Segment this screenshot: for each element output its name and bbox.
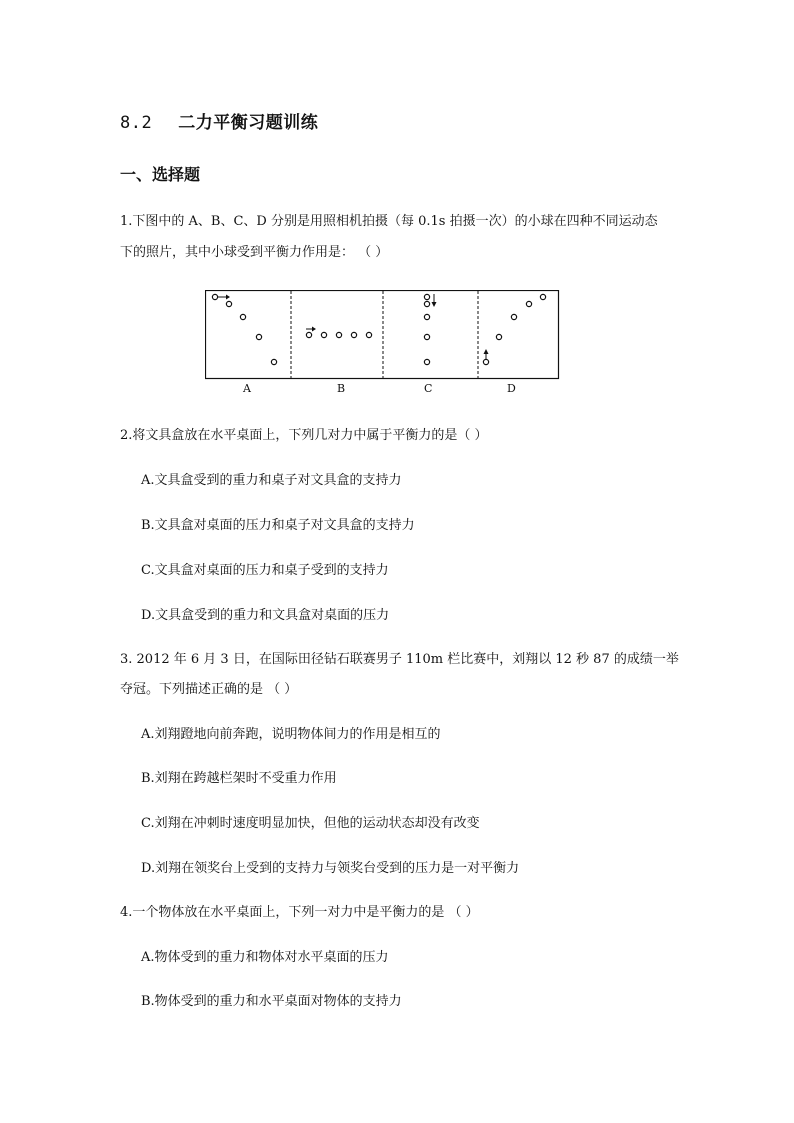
ball	[306, 332, 311, 337]
figure-label-d: D	[507, 382, 516, 395]
section-heading: 一、选择题	[120, 165, 201, 184]
ball	[351, 332, 356, 337]
motion-photo-figure	[205, 290, 560, 395]
figure-label-c: C	[424, 382, 433, 395]
question-3-line-1: 3. 2012 年 6 月 3 日，在国际田径钻石联赛男子 110m 栏比赛中，刘翔以 12 秒 87 的成绩一举	[120, 652, 679, 667]
question-2-option-c: C.文具盒对桌面的压力和桌子受到的支持力	[141, 563, 389, 578]
ball	[212, 294, 217, 299]
document-title	[120, 108, 318, 133]
question-3-option-a: A.刘翔蹬地向前奔跑，说明物体间力的作用是相互的	[141, 727, 441, 742]
ball	[226, 301, 231, 306]
ball	[496, 334, 501, 339]
ball	[321, 332, 326, 337]
question-4-line-1: 4.一个物体放在水平桌面上，下列一对力中是平衡力的是 （ ）	[120, 905, 479, 920]
figure-label-a: A	[243, 382, 251, 395]
ball	[424, 334, 429, 339]
ball	[424, 359, 429, 364]
question-2-option-d: D.文具盒受到的重力和文具盒对桌面的压力	[141, 608, 390, 623]
ball	[526, 301, 531, 306]
question-2-option-b: B.文具盒对桌面的压力和桌子对文具盒的支持力	[141, 518, 415, 533]
ball	[424, 314, 429, 319]
title-text: 二力平衡习题训练	[178, 113, 319, 133]
ball	[240, 314, 245, 319]
question-1-line-1: 1.下图中的 A、B、C、D 分别是用照相机拍摄（每 0.1s 拍摄一次）的小球在四种不同运动态	[120, 214, 658, 229]
ball	[271, 359, 276, 364]
ball	[424, 294, 429, 299]
ball	[424, 301, 429, 306]
question-3-option-d: D.刘翔在领奖台上受到的支持力与领奖台受到的压力是一对平衡力	[141, 861, 520, 876]
question-2-option-a: A.文具盒受到的重力和桌子对文具盒的支持力	[141, 473, 402, 488]
question-3-option-c: C.刘翔在冲刺时速度明显加快，但他的运动状态却没有改变	[141, 816, 480, 831]
figure-drawing	[205, 290, 560, 380]
question-3-option-b: B.刘翔在跨越栏架时不受重力作用	[141, 771, 337, 786]
figure-label-b: B	[337, 382, 346, 395]
title-number: 8.2	[120, 113, 153, 133]
question-4-option-b: B.物体受到的重力和水平桌面对物体的支持力	[141, 994, 402, 1009]
question-2-line-1: 2.将文具盒放在水平桌面上，下列几对力中属于平衡力的是（ ）	[120, 428, 488, 443]
ball	[256, 334, 261, 339]
question-4-option-a: A.物体受到的重力和物体对水平桌面的压力	[141, 950, 389, 965]
ball	[511, 314, 516, 319]
ball	[483, 359, 488, 364]
ball	[366, 332, 371, 337]
question-3-line-2: 夺冠。下列描述正确的是 （ ）	[120, 682, 298, 697]
ball	[336, 332, 341, 337]
question-1-line-2: 下的照片，其中小球受到平衡力作用是： （ ）	[120, 245, 389, 260]
ball	[540, 294, 545, 299]
